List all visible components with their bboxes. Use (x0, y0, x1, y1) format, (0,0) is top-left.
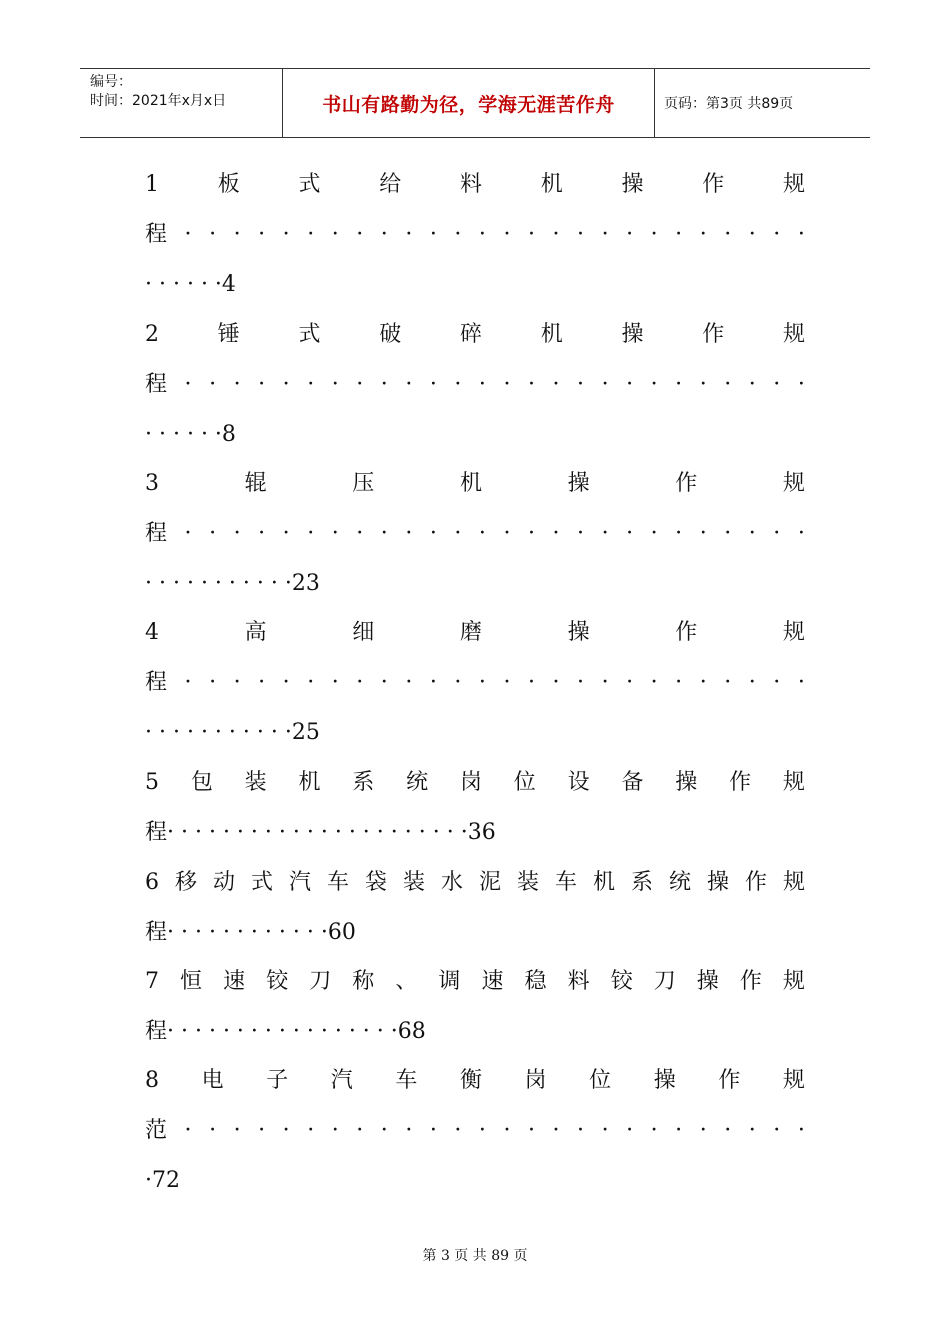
leader-dot: · (209, 521, 217, 546)
toc-title-char: 程 (145, 372, 168, 397)
leader-dot: · (258, 1118, 266, 1143)
leader-dot: · (650, 521, 658, 546)
leader-dot: · (503, 222, 511, 247)
header-page-info: 页码：第3页 共89页 (664, 96, 794, 112)
toc-title-char: 装 (402, 870, 425, 895)
toc-title-char: 岗 (459, 770, 482, 795)
leader-dot: · (748, 372, 756, 397)
leader-dot: · (405, 521, 413, 546)
leader-dot: · (331, 222, 339, 247)
toc-title-char: 包 (190, 770, 213, 795)
leader-dot: · (454, 1118, 462, 1143)
leader-dot: · (380, 372, 388, 397)
leader-dot: · (282, 372, 290, 397)
toc-title-char: 7 (145, 969, 159, 994)
leader-dot: · (577, 1118, 585, 1143)
leader-dot: · (773, 1118, 781, 1143)
toc-title-char: 系 (352, 770, 375, 795)
leader-dot: · (184, 521, 192, 546)
leader-dot: · (650, 222, 658, 247)
toc-title-char: 磨 (459, 620, 482, 645)
leader-dot: · (405, 670, 413, 695)
toc-page-ref: 程· · · · · · · · · · · · · · · · ·68 (145, 1019, 426, 1044)
toc-entry-title (145, 766, 805, 800)
leader-dot: · (527, 670, 535, 695)
leader-dot: · (258, 372, 266, 397)
leader-dot: · (454, 521, 462, 546)
toc-title-char: 压 (352, 471, 375, 496)
page-header (80, 68, 870, 138)
leader-dot: · (699, 222, 707, 247)
leader-dot: · (626, 222, 634, 247)
leader-dot: · (601, 521, 609, 546)
toc-title-char: 式 (298, 172, 321, 197)
leader-dot: · (724, 372, 732, 397)
leader-dot: · (331, 670, 339, 695)
leader-dot: · (552, 372, 560, 397)
toc-title-char: 规 (782, 172, 805, 197)
leader-dot: · (405, 372, 413, 397)
leader-dot: · (626, 1118, 634, 1143)
toc-title-char: 式 (298, 322, 321, 347)
toc-title-char: 动 (212, 870, 235, 895)
leader-dot: · (209, 670, 217, 695)
toc-title-char: 规 (782, 322, 805, 347)
toc-entry-title (145, 965, 805, 999)
leader-dot: · (429, 1118, 437, 1143)
leader-dot: · (454, 222, 462, 247)
time-label: 时间：2021年x月x日 (90, 93, 227, 109)
toc-title-char: 位 (513, 770, 536, 795)
toc-title-char: 6 (145, 870, 159, 895)
toc-title-char: 刀 (309, 969, 332, 994)
toc-title-char: 作 (702, 172, 725, 197)
toc-title-char: 规 (782, 770, 805, 795)
leader-dot: · (577, 521, 585, 546)
toc-title-char: 汽 (288, 870, 311, 895)
leader-dot: · (577, 372, 585, 397)
toc-title-char: 衡 (459, 1068, 482, 1093)
toc-title-char: 给 (379, 172, 402, 197)
toc-title-char: 高 (244, 620, 267, 645)
leader-dot: · (233, 670, 241, 695)
leader-dot: · (209, 222, 217, 247)
leader-dot: · (454, 670, 462, 695)
leader-dot: · (675, 222, 683, 247)
leader-dot: · (429, 372, 437, 397)
leader-dot: · (356, 521, 364, 546)
leader-dot: · (429, 521, 437, 546)
leader-dot: · (699, 1118, 707, 1143)
page-footer: 第 3 页 共 89 页 (422, 1248, 528, 1264)
toc-title-char: 操 (621, 322, 644, 347)
toc-title-char: 4 (145, 620, 159, 645)
leader-dot: · (675, 670, 683, 695)
header-divider (654, 69, 655, 137)
leader-dot: · (724, 1118, 732, 1143)
leader-dot: · (797, 372, 805, 397)
toc-title-char: 操 (567, 620, 590, 645)
leader-dot: · (380, 222, 388, 247)
leader-dot: · (184, 372, 192, 397)
leader-dot: · (797, 222, 805, 247)
leader-dot: · (773, 670, 781, 695)
toc-page-ref: · · · · · ·8 (145, 422, 236, 447)
toc-title-char: 2 (145, 322, 159, 347)
toc-title-char: 汽 (330, 1068, 353, 1093)
toc-entry-page (145, 716, 805, 750)
toc-title-char: 车 (326, 870, 349, 895)
toc-title-char: 装 (516, 870, 539, 895)
leader-dot: · (478, 670, 486, 695)
leader-dot: · (748, 521, 756, 546)
toc-title-char: 范 (145, 1118, 168, 1143)
header-meta (90, 73, 226, 111)
toc-title-char: 称 (352, 969, 375, 994)
toc-entry-page (145, 567, 805, 601)
leader-dot: · (527, 372, 535, 397)
toc-page-ref: 程· · · · · · · · · · · ·60 (145, 920, 356, 945)
leader-dot: · (748, 1118, 756, 1143)
leader-dot: · (258, 521, 266, 546)
leader-dot: · (307, 372, 315, 397)
toc-page-ref: 程· · · · · · · · · · · · · · · · · · · · · ·36 (145, 820, 496, 845)
toc-entry-title (145, 467, 805, 501)
toc-title-char: 泥 (478, 870, 501, 895)
leader-dot: · (699, 670, 707, 695)
leader-dot: · (478, 222, 486, 247)
toc-entry-leader (145, 368, 805, 402)
toc-entry-title (145, 318, 805, 352)
toc-page-ref: · · · · · ·4 (145, 272, 236, 297)
leader-dot: · (797, 1118, 805, 1143)
leader-dot: · (552, 670, 560, 695)
toc-title-char: 操 (696, 969, 719, 994)
toc-title-char: 作 (739, 969, 762, 994)
toc-title-char: 车 (554, 870, 577, 895)
toc-title-char: 铰 (610, 969, 633, 994)
leader-dot: · (307, 670, 315, 695)
leader-dot: · (650, 372, 658, 397)
toc-title-char: 速 (223, 969, 246, 994)
leader-dot: · (478, 372, 486, 397)
leader-dot: · (184, 1118, 192, 1143)
toc-page-ref: ·72 (145, 1168, 180, 1193)
toc-page-ref: · · · · · · · · · · ·23 (145, 571, 320, 596)
toc-title-char: 恒 (180, 969, 203, 994)
leader-dot: · (577, 670, 585, 695)
toc-title-char: 机 (540, 322, 563, 347)
toc-title-char: 操 (567, 471, 590, 496)
toc-title-char: 备 (621, 770, 644, 795)
leader-dot: · (478, 1118, 486, 1143)
toc-title-char: 破 (379, 322, 402, 347)
leader-dot: · (552, 1118, 560, 1143)
toc-title-char: 统 (406, 770, 429, 795)
toc-title-char: 移 (174, 870, 197, 895)
leader-dot: · (233, 1118, 241, 1143)
toc-title-char: 、 (395, 969, 418, 994)
toc-title-char: 1 (145, 172, 159, 197)
leader-dot: · (331, 521, 339, 546)
leader-dot: · (380, 670, 388, 695)
leader-dot: · (429, 670, 437, 695)
leader-dot: · (797, 670, 805, 695)
toc-title-char: 规 (782, 471, 805, 496)
leader-dot: · (675, 521, 683, 546)
leader-dot: · (380, 1118, 388, 1143)
toc-title-char: 统 (668, 870, 691, 895)
leader-dot: · (478, 521, 486, 546)
toc-title-char: 刀 (653, 969, 676, 994)
toc-entry-title (145, 616, 805, 650)
toc-title-char: 板 (217, 172, 240, 197)
toc-title-char: 碎 (459, 322, 482, 347)
leader-dot: · (282, 521, 290, 546)
leader-dot: · (699, 521, 707, 546)
toc-title-char: 程 (145, 222, 168, 247)
toc-title-char: 规 (782, 969, 805, 994)
leader-dot: · (626, 372, 634, 397)
leader-dot: · (282, 1118, 290, 1143)
leader-dot: · (552, 222, 560, 247)
leader-dot: · (650, 1118, 658, 1143)
leader-dot: · (307, 222, 315, 247)
toc-title-char: 设 (567, 770, 590, 795)
toc-title-char: 式 (250, 870, 273, 895)
toc-title-char: 系 (630, 870, 653, 895)
toc-entry-tail (145, 1015, 805, 1049)
leader-dot: · (527, 521, 535, 546)
leader-dot: · (282, 222, 290, 247)
leader-dot: · (552, 521, 560, 546)
toc-title-char: 规 (782, 1068, 805, 1093)
toc-title-char: 操 (621, 172, 644, 197)
leader-dot: · (209, 372, 217, 397)
toc-title-char: 稳 (524, 969, 547, 994)
leader-dot: · (356, 222, 364, 247)
toc-entry-title (145, 168, 805, 202)
leader-dot: · (699, 372, 707, 397)
toc-title-char: 子 (266, 1068, 289, 1093)
leader-dot: · (356, 1118, 364, 1143)
toc-title-char: 料 (567, 969, 590, 994)
toc-entry-page (145, 418, 805, 452)
leader-dot: · (527, 1118, 535, 1143)
toc-title-char: 岗 (524, 1068, 547, 1093)
leader-dot: · (577, 222, 585, 247)
toc-title-char: 电 (201, 1068, 224, 1093)
leader-dot: · (748, 222, 756, 247)
leader-dot: · (773, 521, 781, 546)
toc-page-ref: · · · · · · · · · · ·25 (145, 720, 320, 745)
leader-dot: · (724, 670, 732, 695)
toc-title-char: 装 (244, 770, 267, 795)
leader-dot: · (356, 372, 364, 397)
toc-title-char: 调 (438, 969, 461, 994)
toc-title-char: 机 (592, 870, 615, 895)
toc-title-char: 料 (459, 172, 482, 197)
toc-title-char: 3 (145, 471, 159, 496)
toc-title-char: 细 (352, 620, 375, 645)
leader-dot: · (724, 521, 732, 546)
leader-dot: · (724, 222, 732, 247)
toc-entry-page (145, 1164, 805, 1198)
toc-title-char: 铰 (266, 969, 289, 994)
toc-title-char: 5 (145, 770, 159, 795)
toc-title-char: 车 (395, 1068, 418, 1093)
leader-dot: · (601, 1118, 609, 1143)
toc-entry-page (145, 268, 805, 302)
toc-title-char: 规 (782, 870, 805, 895)
leader-dot: · (527, 222, 535, 247)
leader-dot: · (233, 372, 241, 397)
leader-dot: · (773, 222, 781, 247)
leader-dot: · (405, 1118, 413, 1143)
leader-dot: · (331, 1118, 339, 1143)
toc-title-char: 水 (440, 870, 463, 895)
toc-title-char: 作 (718, 1068, 741, 1093)
toc-title-char: 程 (145, 521, 168, 546)
leader-dot: · (282, 670, 290, 695)
toc-title-char: 程 (145, 670, 168, 695)
toc-title-char: 操 (653, 1068, 676, 1093)
leader-dot: · (626, 670, 634, 695)
header-motto: 书山有路勤为径，学海无涯苦作舟 (322, 93, 615, 116)
leader-dot: · (331, 372, 339, 397)
leader-dot: · (503, 521, 511, 546)
leader-dot: · (356, 670, 364, 695)
leader-dot: · (454, 372, 462, 397)
leader-dot: · (503, 670, 511, 695)
leader-dot: · (184, 670, 192, 695)
toc-entry-title (145, 1064, 805, 1098)
leader-dot: · (307, 1118, 315, 1143)
toc-title-char: 机 (459, 471, 482, 496)
toc-title-char: 作 (744, 870, 767, 895)
leader-dot: · (209, 1118, 217, 1143)
toc-title-char: 机 (540, 172, 563, 197)
toc-title-char: 辊 (244, 471, 267, 496)
toc-entry-leader (145, 517, 805, 551)
leader-dot: · (773, 372, 781, 397)
toc-entry-tail (145, 816, 805, 850)
toc-entry-leader (145, 1114, 805, 1148)
leader-dot: · (601, 222, 609, 247)
toc-title-char: 规 (782, 620, 805, 645)
toc-entry-title (145, 866, 805, 900)
toc-title-char: 作 (702, 322, 725, 347)
leader-dot: · (650, 670, 658, 695)
leader-dot: · (405, 222, 413, 247)
toc-title-char: 速 (481, 969, 504, 994)
toc-title-char: 操 (675, 770, 698, 795)
toc-title-char: 袋 (364, 870, 387, 895)
toc-title-char: 锤 (217, 322, 240, 347)
toc-title-char: 8 (145, 1068, 159, 1093)
leader-dot: · (601, 372, 609, 397)
leader-dot: · (626, 521, 634, 546)
leader-dot: · (601, 670, 609, 695)
leader-dot: · (307, 521, 315, 546)
toc-title-char: 作 (675, 620, 698, 645)
leader-dot: · (380, 521, 388, 546)
leader-dot: · (429, 222, 437, 247)
number-label: 编号： (90, 74, 132, 90)
toc-title-char: 机 (298, 770, 321, 795)
toc-entry-leader (145, 218, 805, 252)
leader-dot: · (184, 222, 192, 247)
toc-title-char: 操 (706, 870, 729, 895)
leader-dot: · (797, 521, 805, 546)
toc-title-char: 作 (675, 471, 698, 496)
leader-dot: · (675, 1118, 683, 1143)
leader-dot: · (258, 222, 266, 247)
leader-dot: · (675, 372, 683, 397)
leader-dot: · (233, 521, 241, 546)
toc-entry-tail (145, 916, 805, 950)
toc-entry-leader (145, 666, 805, 700)
leader-dot: · (258, 670, 266, 695)
leader-dot: · (233, 222, 241, 247)
leader-dot: · (503, 1118, 511, 1143)
toc-title-char: 作 (729, 770, 752, 795)
toc-title-char: 位 (589, 1068, 612, 1093)
leader-dot: · (503, 372, 511, 397)
leader-dot: · (748, 670, 756, 695)
